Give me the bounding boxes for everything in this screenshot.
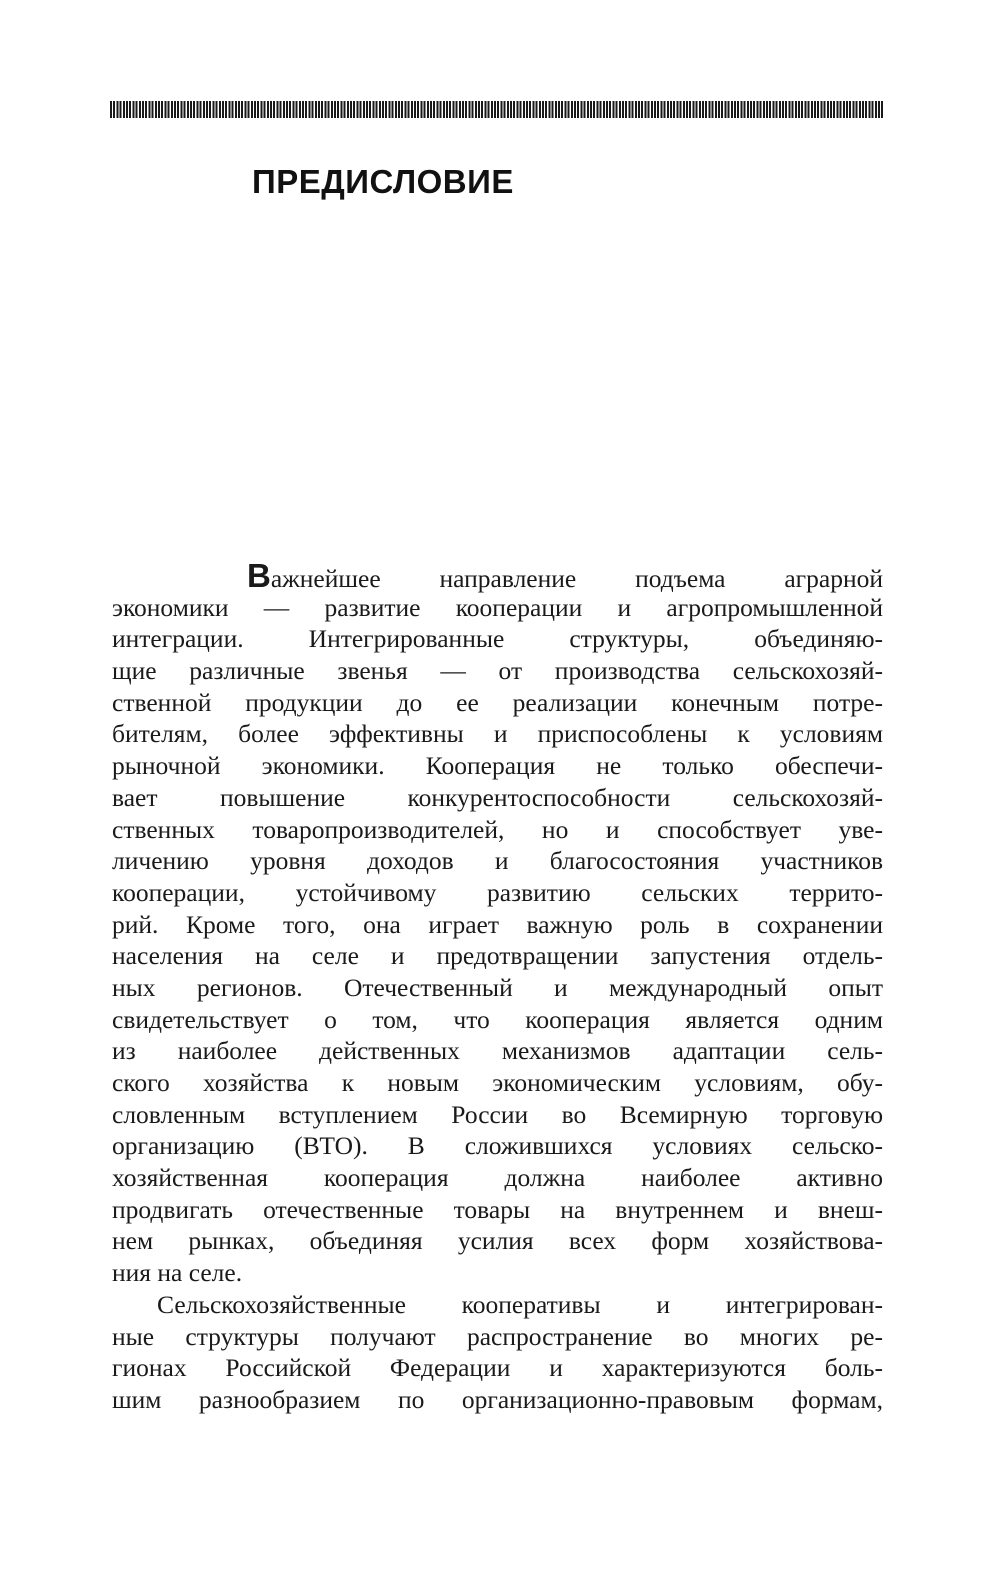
paragraph-1-line: ных регионов. Отечественный и международный опыт [112,972,883,1002]
drop-cap: В [247,557,271,594]
paragraph-1-line: из наиболее действенных механизмов адаптации сель- [112,1036,883,1066]
paragraph-1-line: словленным вступлением России во Всемирную торговую [112,1099,883,1129]
paragraph-1-line: организацию (ВТО). В сложившихся условиях сельско- [112,1131,883,1161]
paragraph-1-line: ственных товаропроизводителей, но и способствует уве- [112,814,883,844]
decorative-header-rule [110,101,884,118]
paragraph-2-line: ные структуры получают распространение во многих ре- [112,1321,883,1351]
paragraph-1-line: хозяйственная кооперация должна наиболее активно [112,1163,883,1193]
paragraph-2-line: гионах Российской Федерации и характеризуются боль- [112,1353,883,1383]
page-title: ПРЕДИСЛОВИЕ [252,163,514,200]
paragraph-1-line: рыночной экономики. Кооперация не только обеспечи- [112,751,883,781]
paragraph-1-line: интеграции. Интегрированные структуры, объединяю- [112,624,883,654]
paragraph-1-line: щие различные звенья — от производства сельскохозяй- [112,656,883,686]
paragraph-1-line: нем рынках, объединяя усилия всех форм хозяйствова- [112,1226,883,1256]
paragraph-1-line: вает повышение конкурентоспособности сельскохозяй- [112,782,883,812]
paragraph-1-line: продвигать отечественные товары на внутреннем и внеш- [112,1194,883,1224]
paragraph-1-line: населения на селе и предотвращении запустения отдель- [112,941,883,971]
paragraph-1-line-text: ажнейшее направление подъема аграрной [270,564,883,593]
body-text [112,557,883,1416]
paragraph-1-line [112,557,883,594]
paragraph-1-line: кооперации, устойчивому развитию сельских террито- [112,877,883,907]
paragraph-1-line: личению уровня доходов и благосостояния участников [112,846,883,876]
paragraph-1-line: бителям, более эффективны и приспособлены к условиям [112,719,883,749]
paragraph-1-line: ния на селе. [112,1258,243,1288]
paragraph-2-line: Сельскохозяйственные кооперативы и интегрирован- [157,1289,883,1319]
paragraph-2-line: шим разнообразием по организационно-правовым формам, [112,1384,883,1414]
paragraph-1-line: ского хозяйства к новым экономическим условиям, обу- [112,1068,883,1097]
paragraph-1-line: ственной продукции до ее реализации конечным потре- [112,687,883,717]
paragraph-1-line: свидетельствует о том, что кооперация является одним [112,1004,883,1034]
paragraph-1-line: рий. Кроме того, она играет важную роль в сохранении [112,909,883,939]
paragraph-1-line: экономики — развитие кооперации и агропромышленной [112,592,883,622]
